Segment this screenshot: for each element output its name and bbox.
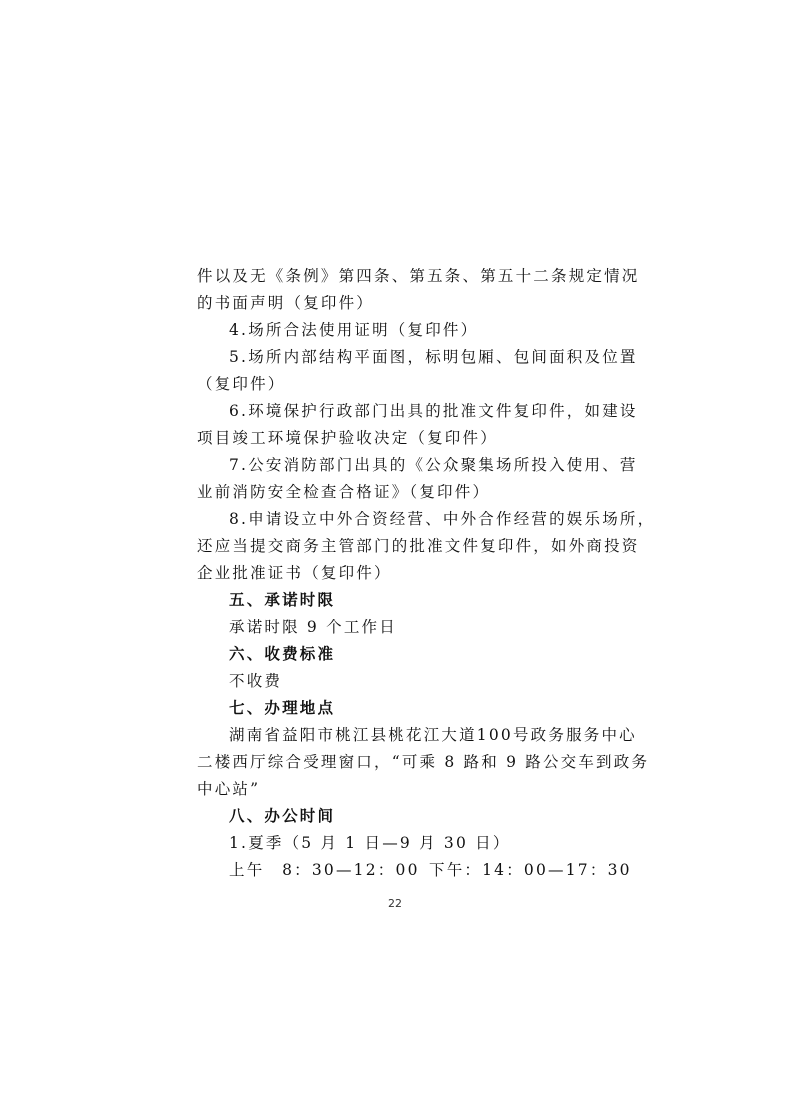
fee-standard-text: 不收费 bbox=[229, 672, 283, 690]
list-item-6: 6.环境保护行政部门出具的批准文件复印件，如建设 bbox=[229, 402, 638, 420]
section-heading-six: 六、收费标准 bbox=[229, 645, 336, 663]
section-heading-seven: 七、办理地点 bbox=[229, 699, 336, 717]
list-item-5: 5.场所内部结构平面图，标明包厢、包间面积及位置 bbox=[229, 348, 638, 366]
section-heading-eight: 八、办公时间 bbox=[229, 807, 336, 825]
list-item-7: 7.公安消防部门出具的《公众聚集场所投入使用、营 bbox=[229, 456, 638, 474]
location-line: 湖南省益阳市桃江县桃花江大道100号政务服务中心 bbox=[229, 726, 637, 744]
body-line: 的书面声明（复印件） bbox=[197, 294, 375, 312]
morning-hours: 上午 8：30—12：00 bbox=[229, 861, 420, 879]
body-line: 件以及无《条例》第四条、第五条、第五十二条规定情况 bbox=[197, 267, 640, 285]
body-line: （复印件） bbox=[197, 375, 286, 393]
summer-hours-title: 1.夏季（5 月 1 日—9 月 30 日） bbox=[229, 834, 511, 852]
body-line: 企业批准证书（复印件） bbox=[197, 564, 392, 582]
body-line: 项目竣工环境保护验收决定（复印件） bbox=[197, 429, 498, 447]
list-item-4: 4.场所合法使用证明（复印件） bbox=[229, 321, 479, 339]
location-line: 二楼西厅综合受理窗口，“可乘 8 路和 9 路公交车到政务 bbox=[197, 753, 650, 771]
afternoon-hours: 下午：14：00—17：30 bbox=[429, 861, 632, 879]
list-item-8: 8.申请设立中外合资经营、中外合作经营的娱乐场所， bbox=[229, 510, 656, 528]
body-line: 业前消防安全检查合格证》（复印件） bbox=[197, 483, 491, 501]
location-line: 中心站” bbox=[197, 780, 261, 798]
section-heading-five: 五、承诺时限 bbox=[229, 591, 336, 609]
body-line: 还应当提交商务主管部门的批准文件复印件，如外商投资 bbox=[197, 537, 640, 555]
page-number: 22 bbox=[388, 897, 402, 910]
commitment-period-text: 承诺时限 9 个工作日 bbox=[229, 618, 397, 636]
